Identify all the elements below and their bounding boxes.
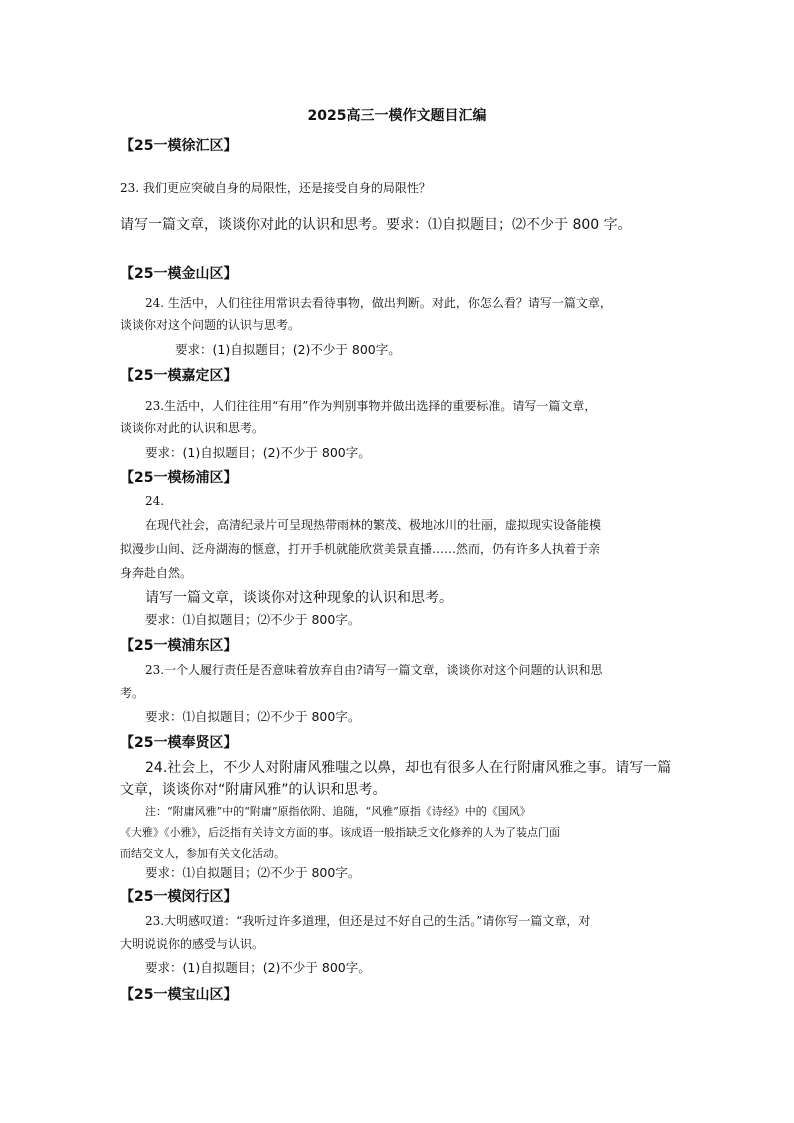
note-fengxian-line2: 《大雅》《小雅》，后泛指有关诗文方面的事。该成语一般指缺乏文化修养的人为了装点门面 [120, 826, 560, 839]
section-header-pudong: 【25一模浦东区】 [120, 638, 238, 654]
question-jinshan-line2: 谈谈你对这个问题的认识与思考。 [120, 318, 301, 332]
question-xuhui: 23. 我们更应突破自身的局限性，还是接受自身的局限性？ [120, 181, 431, 195]
requirement-jiading: 要求：(1)自拟题目；(2)不少于 800字。 [145, 445, 371, 460]
prompt-xuhui: 请写一篇文章，谈谈你对此的认识和思考。要求：⑴自拟题目；⑵不少于 800 字。 [120, 217, 632, 233]
requirement-pudong: 要求：⑴自拟题目；⑵不少于 800字。 [145, 709, 361, 724]
question-number-yangpu: 24. [145, 494, 165, 508]
section-header-yangpu: 【25一模杨浦区】 [120, 470, 238, 486]
section-header-xuhui: 【25一模徐汇区】 [120, 138, 238, 154]
requirement-jinshan: 要求：(1)自拟题目；(2)不少于 800字。 [175, 342, 401, 357]
requirement-yangpu: 要求：⑴自拟题目；⑵不少于 800字。 [145, 612, 361, 627]
question-pudong-line2: 考。 [120, 686, 145, 700]
question-pudong-line1: 23.一个人履行责任是否意味着放弃自由?请写一篇文章，谈谈你对这个问题的认识和思 [145, 663, 603, 677]
material-yangpu-line3: 身奔赴自然。 [120, 566, 193, 580]
requirement-fengxian: 要求：⑴自拟题目；⑵不少于 800字。 [145, 865, 361, 880]
question-minhang-line2: 大明说说你的感受与认识。 [120, 937, 265, 951]
document-title: 2025高三一模作文题目汇编 [307, 108, 487, 124]
section-header-jiading: 【25一模嘉定区】 [120, 368, 238, 384]
section-header-fengxian: 【25一模奉贤区】 [120, 735, 238, 751]
requirement-minhang: 要求：(1)自拟题目；(2)不少于 800字。 [145, 960, 371, 975]
section-header-minhang: 【25一模闵行区】 [120, 889, 238, 905]
section-header-baoshan: 【25一模宝山区】 [120, 987, 238, 1003]
question-jiading-line2: 谈谈你对此的认识和思考。 [120, 421, 265, 435]
question-jinshan-line1: 24. 生活中，人们往往用常识去看待事物，做出判断。对此，你怎么看？请写一篇文章， [145, 296, 612, 310]
note-fengxian-line3: 而结交文人，参加有关文化活动。 [120, 847, 285, 860]
question-jiading-line1: 23.生活中，人们往往用“有用”作为判别事物并做出选择的重要标准。请写一篇文章， [145, 399, 597, 413]
question-minhang-line1: 23.大明感叹道：“我听过许多道理，但还是过不好自己的生活。”请你写一篇文章，对 [145, 914, 591, 928]
question-fengxian-line1: 24.社会上，不少人对附庸风雅嗤之以鼻，却也有很多人在行附庸风雅之事。请写一篇 [145, 760, 672, 776]
note-fengxian-line1: 注：“附庸风雅”中的“附庸”原指依附、追随，“风雅”原指《诗经》中的《国风》 [145, 805, 531, 818]
material-yangpu-line2: 拟漫步山间、泛舟湖海的惬意，打开手机就能欣赏美景直播……然而，仍有许多人执着于亲 [120, 542, 601, 556]
question-fengxian-line2: 文章，谈谈你对“附庸风雅”的认识和思考。 [120, 782, 387, 798]
material-yangpu-line1: 在现代社会，高清纪录片可呈现热带雨林的繁茂、极地冰川的壮丽，虚拟现实设备能模 [145, 518, 602, 532]
prompt-yangpu: 请写一篇文章，谈谈你对这种现象的认识和思考。 [145, 590, 453, 606]
section-header-jinshan: 【25一模金山区】 [120, 266, 238, 282]
